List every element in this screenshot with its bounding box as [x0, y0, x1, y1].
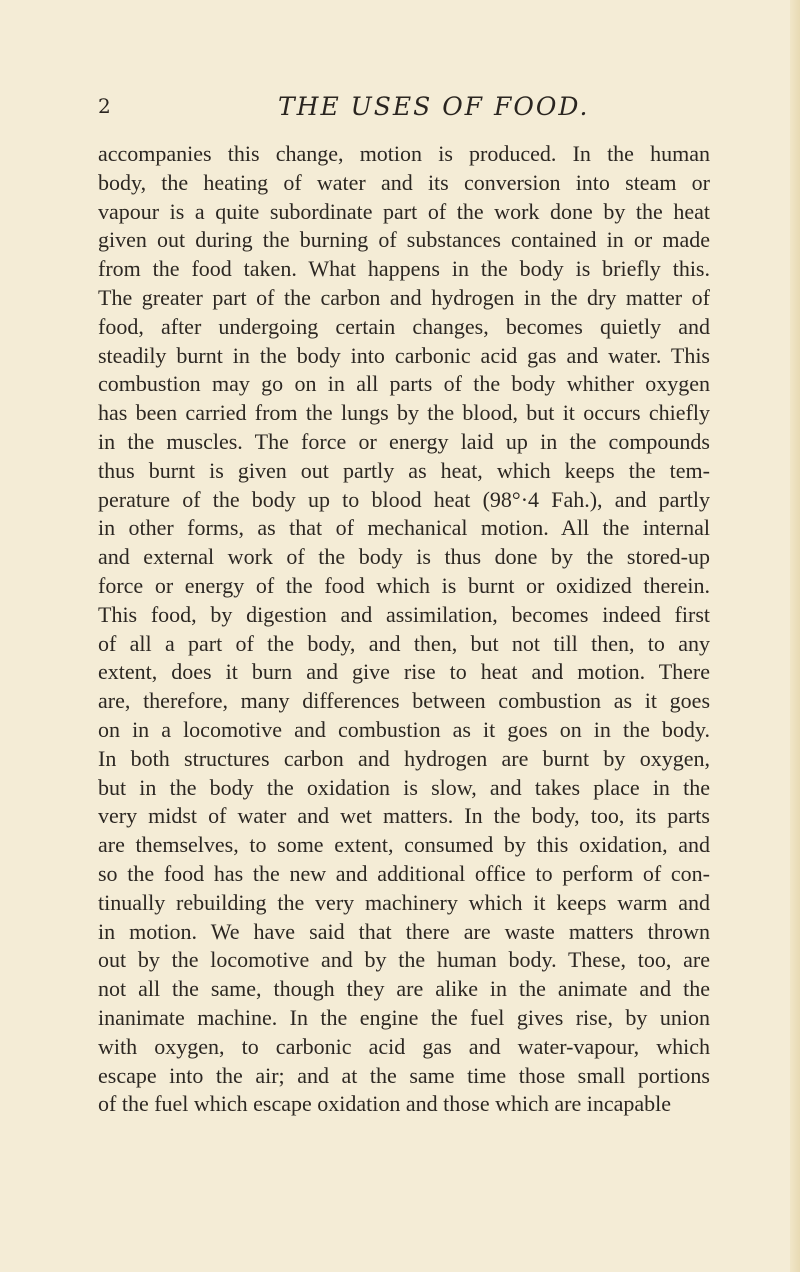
text-line: extent, does it burn and give rise to heat and motion. There — [98, 659, 710, 685]
text-line: so the food has the new and additional office to perform of con- — [98, 860, 710, 886]
text-line: combustion may go on in all parts of the body whither oxygen — [98, 371, 710, 397]
text-line: in motion. We have said that there are waste matters thrown — [98, 918, 710, 944]
text-line: perature of the body up to blood heat (98°·4 Fah.), and partly — [98, 486, 710, 512]
text-line: not all the same, though they are alike in the animate and the — [98, 976, 710, 1002]
text-line: food, after undergoing certain changes, becomes quietly and — [98, 313, 710, 339]
text-line: tinually rebuilding the very machinery which it keeps warm and — [98, 889, 710, 915]
text-line: in the muscles. The force or energy laid up in the compounds — [98, 428, 710, 454]
text-line: of the fuel which escape oxidation and those which are incapable — [98, 1091, 671, 1117]
text-line: body, the heating of water and its conversion into steam or — [98, 169, 710, 195]
text-line: on in a locomotive and combustion as it goes on in the body. — [98, 716, 710, 742]
text-line: of all a part of the body, and then, but not till then, to any — [98, 630, 710, 656]
text-line: vapour is a quite subordinate part of the work done by the heat — [98, 198, 710, 224]
text-line: inanimate machine. In the engine the fuel gives rise, by union — [98, 1004, 710, 1030]
page-number: 2 — [98, 94, 111, 118]
text-line: from the food taken. What happens in the body is briefly this. — [98, 256, 710, 282]
page-header — [98, 92, 698, 132]
text-line: accompanies this change, motion is produced. In the human — [98, 141, 710, 166]
text-line: has been carried from the lungs by the blood, but it occurs chiefly — [98, 400, 710, 426]
text-line: out by the locomotive and by the human body. These, too, are — [98, 947, 710, 973]
text-line: The greater part of the carbon and hydrogen in the dry matter of — [98, 284, 710, 310]
body-text — [98, 140, 710, 1119]
text-line: force or energy of the food which is burnt or oxidized therein. — [98, 572, 710, 598]
text-line: steadily burnt in the body into carbonic acid gas and water. This — [98, 342, 710, 368]
text-line: are, therefore, many differences between combustion as it goes — [98, 688, 710, 714]
text-line: thus burnt is given out partly as heat, which keeps the tem- — [98, 457, 710, 483]
text-line: in other forms, as that of mechanical motion. All the internal — [98, 515, 710, 541]
text-line: are themselves, to some extent, consumed by this oxidation, and — [98, 832, 710, 858]
text-line: very midst of water and wet matters. In the body, too, its parts — [98, 803, 710, 829]
text-line: and external work of the body is thus done by the stored-up — [98, 544, 710, 570]
text-line: but in the body the oxidation is slow, and takes place in the — [98, 774, 710, 800]
text-line: escape into the air; and at the same time those small portions — [98, 1062, 710, 1088]
page-edge — [790, 0, 800, 1272]
running-title: THE USES OF FOOD. — [278, 92, 590, 121]
text-line: with oxygen, to carbonic acid gas and water-vapour, which — [98, 1033, 710, 1059]
text-line: given out during the burning of substances contained in or made — [98, 227, 710, 253]
text-line: This food, by digestion and assimilation, becomes indeed first — [98, 601, 710, 627]
text-line: In both structures carbon and hydrogen are burnt by oxygen, — [98, 745, 710, 771]
